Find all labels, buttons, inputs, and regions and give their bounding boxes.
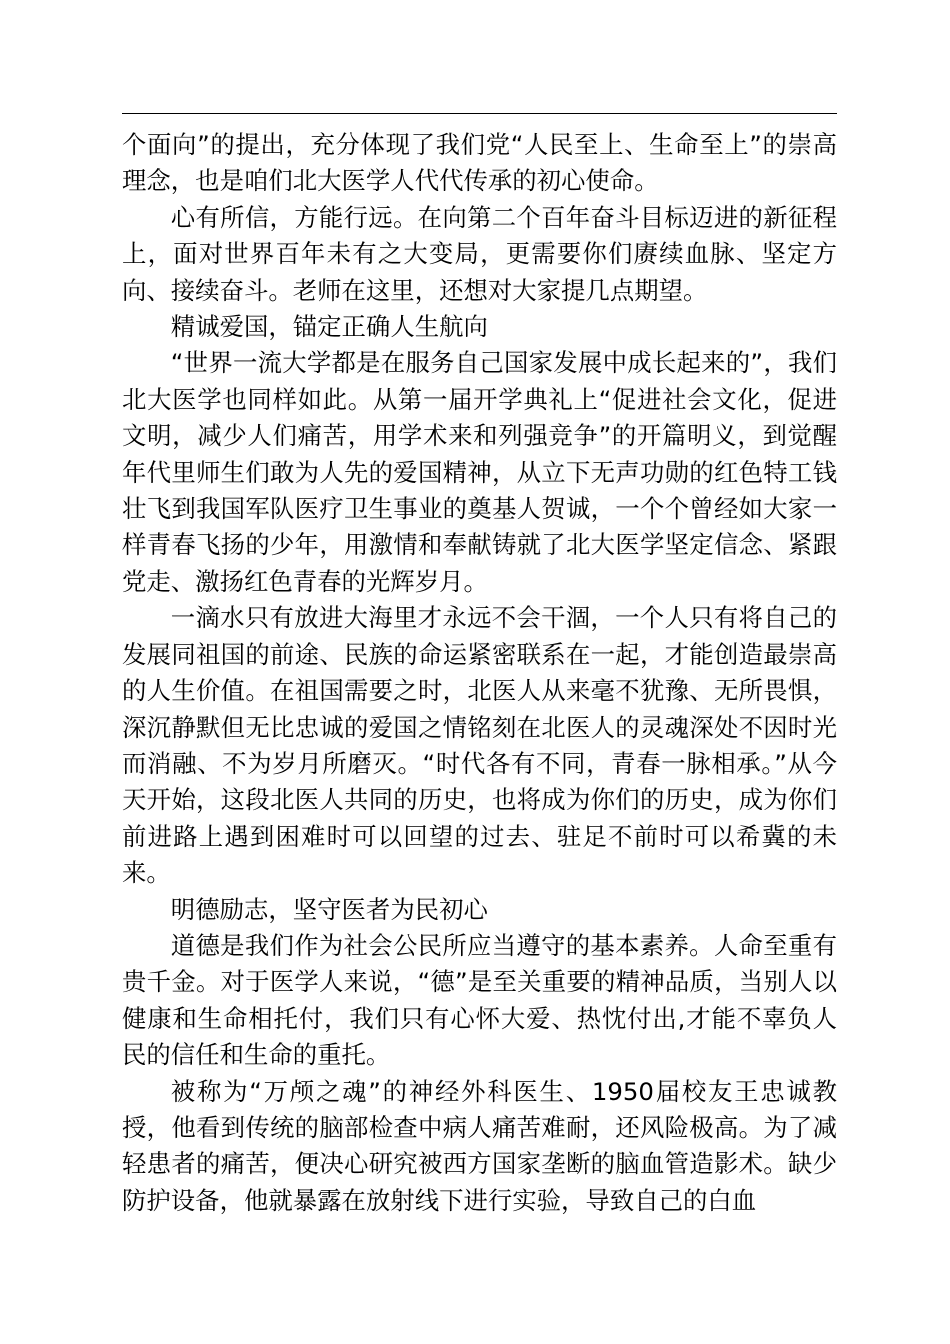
paragraph: “世界一流大学都是在服务自己国家发展中成长起来的”，我们北大医学也同样如此。从第一届开学典礼上“促进社会文化，促进文明，减少人们痛苦，用学术来和列强竞争”的开篇明义，到觉醒年代里师生们敢为人先的爱国精神，从立下无声功勋的红色特工钱壮飞到我国军队医疗卫生事业的奠基人贺诚，一个个曾经如大家一样青春飞扬的少年，用激情和奉献铸就了北大医学坚定信念、紧跟党走、激扬红色青春的光辉岁月。	[122, 348, 837, 596]
paragraph: 心有所信，方能行远。在向第二个百年奋斗目标迈进的新征程上，面对世界百年未有之大变局，更需要你们赓续血脉、坚定方向、接续奋斗。老师在这里，还想对大家提几点期望。	[122, 202, 837, 305]
section-heading: 明德励志，坚守医者为民初心	[170, 894, 488, 924]
paragraph: 一滴水只有放进大海里才永远不会干涸，一个人只有将自己的发展同祖国的前途、民族的命运紧密联系在一起，才能创造最崇高的人生价值。在祖国需要之时，北医人从来毫不犹豫、无所畏惧，深沉静默但无比忠诚的爱国之情铭刻在北医人的灵魂深处不因时光而消融、不为岁月所磨灭。“时代各有不同，青春一脉相承。”从今天开始，这段北医人共同的历史，也将成为你们的历史，成为你们前进路上遇到困难时可以回望的过去、驻足不前时可以希冀的未来。	[122, 603, 837, 888]
document-body	[122, 127, 837, 1219]
paragraph: 道德是我们作为社会公民所应当遵守的基本素养。人命至重有贵千金。对于医学人来说，“德”是至关重要的精神品质，当别人以健康和生命相托付，我们只有心怀大爱、热忱付出,才能不辜负人民的信任和生命的重托。	[122, 930, 837, 1070]
section-heading: 精诚爱国，锚定正确人生航向	[170, 312, 488, 342]
header-rule	[122, 113, 837, 114]
paragraph-continuation: 个面向”的提出，充分体现了我们党“人民至上、生命至上”的崇高理念，也是咱们北大医学人代代传承的初心使命。	[122, 130, 837, 196]
paragraph: 被称为“万颅之魂”的神经外科医生、1950届校友王忠诚教授，他看到传统的脑部检查中病人痛苦难耐，还风险极高。为了减轻患者的痛苦，便决心研究被西方国家垄断的脑血管造影术。缺少防护设备，他就暴露在放射线下进行实验，导致自己的白血	[122, 1076, 837, 1215]
